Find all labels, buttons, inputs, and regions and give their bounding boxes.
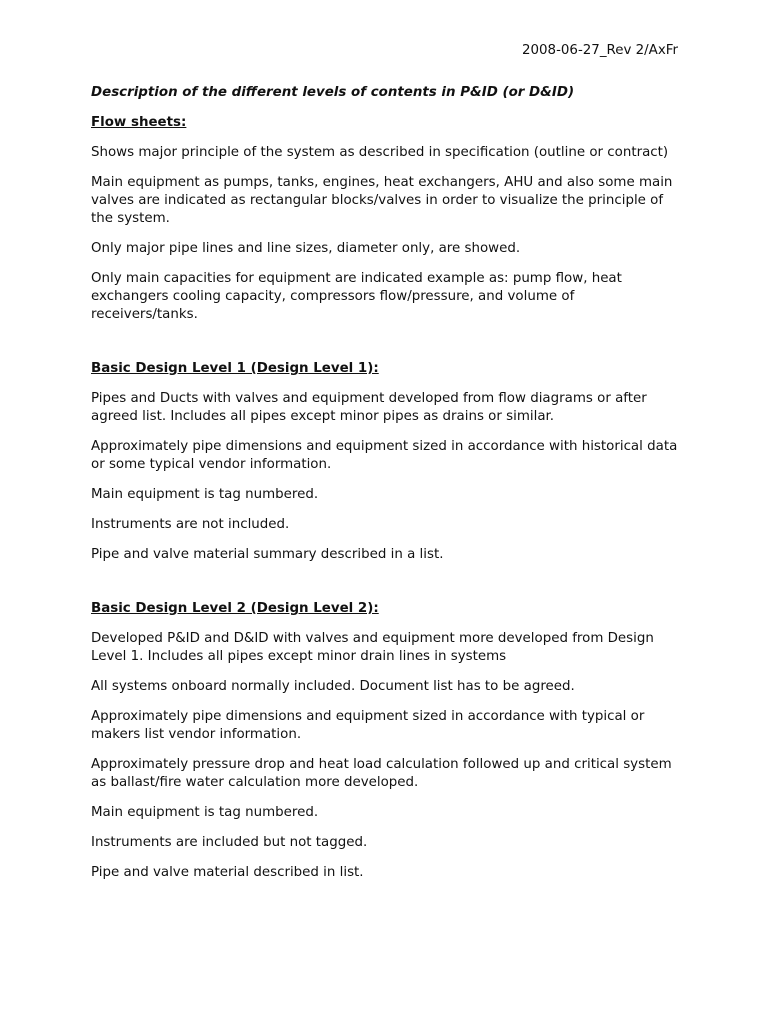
section-heading: Basic Design Level 2 (Design Level 2): bbox=[91, 601, 379, 616]
paragraph: Shows major principle of the system as described in specification (outline or contract) bbox=[91, 145, 669, 160]
paragraph: Instruments are included but not tagged. bbox=[91, 835, 368, 850]
section-heading: Flow sheets: bbox=[91, 115, 187, 130]
paragraph: All systems onboard normally included. Document list has to be agreed. bbox=[91, 679, 575, 694]
paragraph: Pipes and Ducts with valves and equipment developed from flow diagrams or after agreed list. Includes all pipes except minor pipes as drains or similar. bbox=[91, 391, 647, 424]
paragraph: Main equipment as pumps, tanks, engines, heat exchangers, AHU and also some main valves are indicated as rectangular blocks/valves in order to visualize the principle of the system. bbox=[91, 175, 673, 226]
section-heading: Basic Design Level 1 (Design Level 1): bbox=[91, 361, 379, 376]
section-flow-sheets bbox=[91, 114, 681, 324]
paragraph: Approximately pipe dimensions and equipment sized in accordance with typical or makers list vendor information. bbox=[91, 709, 645, 742]
section-spacer bbox=[91, 336, 681, 360]
section-spacer bbox=[91, 576, 681, 600]
paragraph: Only major pipe lines and line sizes, diameter only, are showed. bbox=[91, 241, 521, 256]
paragraph: Main equipment is tag numbered. bbox=[91, 805, 319, 820]
section-design-level-1 bbox=[91, 360, 681, 564]
paragraph: Pipe and valve material summary described in a list. bbox=[91, 547, 444, 562]
document-reference: 2008-06-27_Rev 2/AxFr bbox=[522, 43, 678, 58]
paragraph: Instruments are not included. bbox=[91, 517, 290, 532]
paragraph: Approximately pipe dimensions and equipment sized in accordance with historical data or some typical vendor information. bbox=[91, 439, 678, 472]
document-title: Description of the different levels of contents in P&ID (or D&ID) bbox=[91, 85, 575, 100]
paragraph: Pipe and valve material described in list. bbox=[91, 865, 364, 880]
paragraph: Main equipment is tag numbered. bbox=[91, 487, 319, 502]
paragraph: Developed P&ID and D&ID with valves and equipment more developed from Design Level 1. Includes all pipes except minor drain lines in systems bbox=[91, 631, 654, 664]
section-design-level-2 bbox=[91, 600, 681, 882]
paragraph: Only main capacities for equipment are indicated example as: pump flow, heat exchangers cooling capacity, compressors flow/pressure, and volume of receivers/tanks. bbox=[91, 271, 622, 322]
paragraph: Approximately pressure drop and heat load calculation followed up and critical system as ballast/fire water calculation more developed. bbox=[91, 757, 672, 790]
document-body bbox=[91, 84, 681, 894]
